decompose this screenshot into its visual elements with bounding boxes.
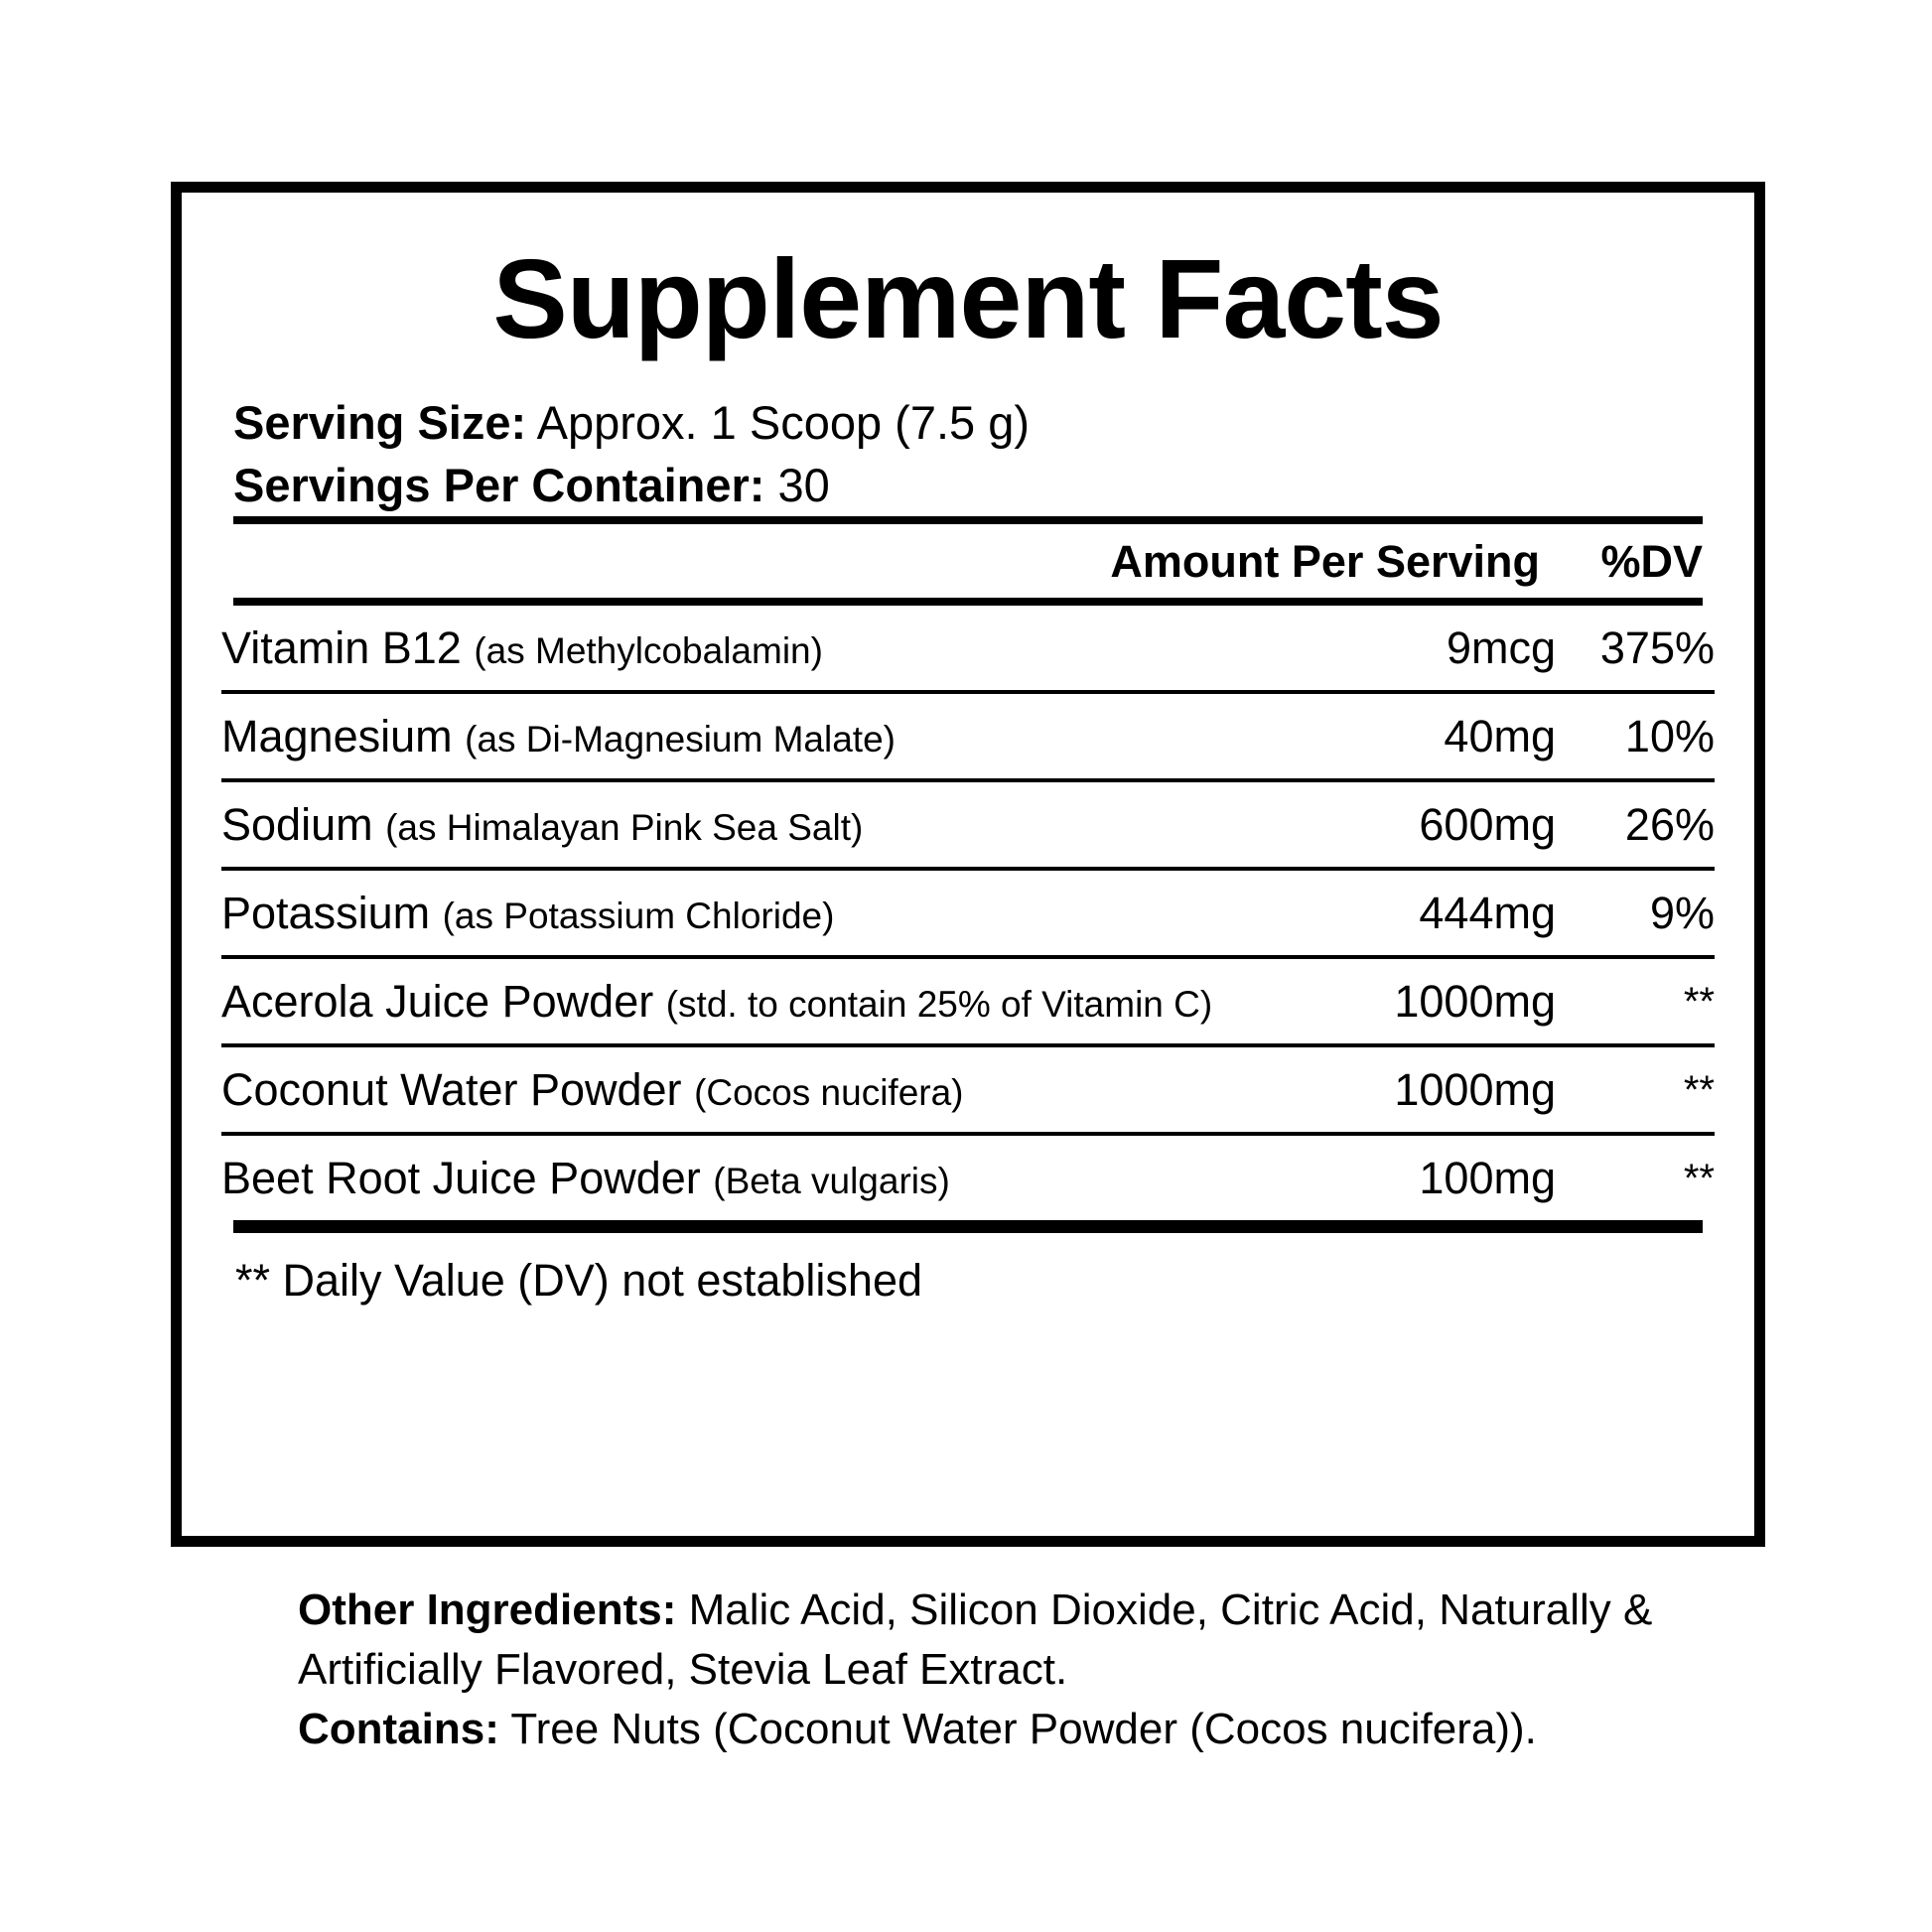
table-row <box>221 780 1715 869</box>
nutrient-amount: 1000mg <box>1298 957 1556 1045</box>
nutrient-dv: 26% <box>1556 780 1715 869</box>
daily-value-footnote: ** Daily Value (DV) not established <box>235 1255 923 1307</box>
nutrient-amount: 40mg <box>1298 692 1556 780</box>
nutrient-source: (Cocos nucifera) <box>694 1072 964 1114</box>
nutrient-table <box>221 606 1715 1220</box>
nutrient-amount: 600mg <box>1298 780 1556 869</box>
servings-per-container-label: Servings Per Container: <box>233 458 765 511</box>
nutrient-source: (as Himalayan Pink Sea Salt) <box>385 807 864 849</box>
serving-size-value: Approx. 1 Scoop (7.5 g) <box>536 395 1031 449</box>
other-ingredients-line <box>298 1581 1708 1700</box>
nutrient-name-cell <box>221 1045 1298 1134</box>
table-row <box>221 1045 1715 1134</box>
other-ingredients-block <box>298 1581 1708 1758</box>
page-title: Supplement Facts <box>492 236 1444 361</box>
column-header-dv: %DV <box>1600 536 1703 588</box>
supplement-facts-panel <box>171 182 1765 1547</box>
nutrient-name-cell <box>221 1134 1298 1220</box>
table-row <box>221 692 1715 780</box>
nutrient-dv: ** <box>1556 1045 1715 1134</box>
servings-per-container-line <box>233 455 1715 517</box>
contains-label: Contains: <box>298 1704 499 1753</box>
nutrient-dv: ** <box>1683 1156 1715 1200</box>
nutrient-name: Vitamin B12 <box>221 622 462 674</box>
nutrient-name-cell <box>221 692 1298 780</box>
nutrient-amount: 1000mg <box>1298 1045 1556 1134</box>
serving-size-line <box>233 392 1715 455</box>
nutrient-name-cell <box>221 606 1298 692</box>
nutrient-name-cell <box>221 780 1298 869</box>
nutrient-name: Sodium <box>221 799 373 851</box>
nutrient-name: Acerola Juice Powder <box>221 976 654 1028</box>
rule-under-table <box>221 1220 1715 1233</box>
nutrient-name: Magnesium <box>221 711 453 762</box>
table-header-row <box>221 536 1715 588</box>
rule-under-header <box>221 598 1715 606</box>
nutrient-name-cell <box>221 869 1298 957</box>
nutrient-amount: 100mg <box>1419 1153 1556 1204</box>
nutrient-name: Potassium <box>221 888 431 939</box>
nutrient-source: (as Potassium Chloride) <box>442 896 835 937</box>
nutrient-dv: 375% <box>1556 606 1715 692</box>
nutrient-name: Beet Root Juice Powder <box>221 1153 701 1204</box>
serving-size-label: Serving Size: <box>233 395 527 449</box>
nutrient-amount: 9mcg <box>1298 606 1556 692</box>
table-row <box>221 1134 1715 1220</box>
rule-under-serving <box>221 516 1715 524</box>
other-ingredients-label: Other Ingredients: <box>298 1586 677 1634</box>
servings-per-container-value: 30 <box>777 458 830 511</box>
nutrient-name: Coconut Water Powder <box>221 1064 682 1116</box>
serving-info <box>221 392 1715 517</box>
nutrient-dv: 10% <box>1556 692 1715 780</box>
contains-value: Tree Nuts (Coconut Water Powder (Cocos nucifera)). <box>510 1704 1537 1753</box>
nutrient-name-cell <box>221 957 1298 1045</box>
table-row <box>221 957 1715 1045</box>
nutrient-dv: 9% <box>1556 869 1715 957</box>
nutrient-dv: ** <box>1556 957 1715 1045</box>
table-row <box>221 606 1715 692</box>
nutrient-source: (as Methylcobalamin) <box>474 630 823 672</box>
nutrient-source: (as Di-Magnesium Malate) <box>465 719 896 760</box>
nutrient-source: (Beta vulgaris) <box>713 1161 950 1202</box>
nutrient-amount: 444mg <box>1298 869 1556 957</box>
nutrient-source: (std. to contain 25% of Vitamin C) <box>665 984 1213 1026</box>
other-ingredients-value: Malic Acid, Silicon Dioxide, Citric Acid, Naturally & Artificially Flavored, Stevia Leaf Extract. <box>298 1586 1653 1694</box>
contains-line <box>298 1700 1708 1759</box>
table-row <box>221 869 1715 957</box>
column-header-amount: Amount Per Serving <box>1110 536 1540 588</box>
